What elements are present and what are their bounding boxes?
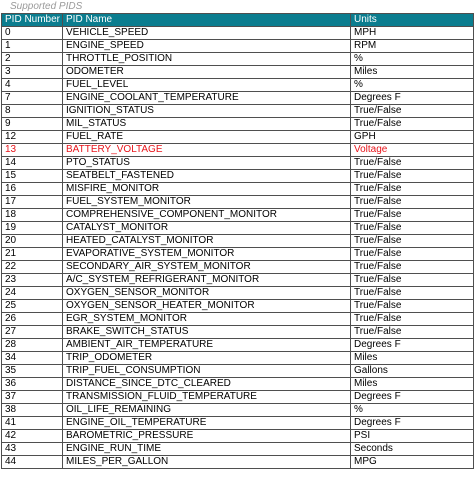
table-caption: Supported PIDS (10, 1, 83, 12)
units-cell: Degrees F (351, 391, 474, 404)
table-row (2, 378, 474, 391)
pid-name-cell: OIL_LIFE_REMAINING (63, 404, 351, 417)
pid-name-cell: SEATBELT_FASTENED (63, 170, 351, 183)
pid-name-cell: ENGINE_OIL_TEMPERATURE (63, 417, 351, 430)
pid-number-cell: 13 (2, 144, 63, 157)
table-row (2, 79, 474, 92)
table-row (2, 92, 474, 105)
pid-name-cell: A/C_SYSTEM_REFRIGERANT_MONITOR (63, 274, 351, 287)
units-cell: RPM (351, 40, 474, 53)
pid-number-cell: 4 (2, 79, 63, 92)
pid-number-cell: 15 (2, 170, 63, 183)
pid-name-cell: FUEL_SYSTEM_MONITOR (63, 196, 351, 209)
table-row (2, 261, 474, 274)
pid-name-cell: THROTTLE_POSITION (63, 53, 351, 66)
table-row (2, 105, 474, 118)
header-pid-number: PID Number (2, 14, 63, 27)
table-row (2, 365, 474, 378)
pid-number-cell: 38 (2, 404, 63, 417)
table-row (2, 157, 474, 170)
pid-name-cell: MIL_STATUS (63, 118, 351, 131)
pid-name-cell: ENGINE_SPEED (63, 40, 351, 53)
units-cell: True/False (351, 274, 474, 287)
pid-name-cell: AMBIENT_AIR_TEMPERATURE (63, 339, 351, 352)
pid-number-cell: 25 (2, 300, 63, 313)
pid-number-cell: 12 (2, 131, 63, 144)
units-cell: MPH (351, 27, 474, 40)
table-row (2, 430, 474, 443)
pid-number-cell: 20 (2, 235, 63, 248)
pid-number-cell: 2 (2, 53, 63, 66)
table-row (2, 170, 474, 183)
pid-number-cell: 17 (2, 196, 63, 209)
units-cell: MPG (351, 456, 474, 469)
pid-name-cell: CATALYST_MONITOR (63, 222, 351, 235)
pid-number-cell: 21 (2, 248, 63, 261)
pid-number-cell: 28 (2, 339, 63, 352)
units-cell: Seconds (351, 443, 474, 456)
pid-name-cell: HEATED_CATALYST_MONITOR (63, 235, 351, 248)
pid-name-cell: ENGINE_RUN_TIME (63, 443, 351, 456)
pid-number-cell: 42 (2, 430, 63, 443)
pid-number-cell: 16 (2, 183, 63, 196)
table-row (2, 391, 474, 404)
pid-number-cell: 8 (2, 105, 63, 118)
pid-name-cell: PTO_STATUS (63, 157, 351, 170)
units-cell: True/False (351, 105, 474, 118)
pid-name-cell: OXYGEN_SENSOR_HEATER_MONITOR (63, 300, 351, 313)
table-row (2, 196, 474, 209)
pid-name-cell: OXYGEN_SENSOR_MONITOR (63, 287, 351, 300)
units-cell: Gallons (351, 365, 474, 378)
table-row (2, 40, 474, 53)
table-row (2, 339, 474, 352)
units-cell: True/False (351, 196, 474, 209)
pid-name-cell: VEHICLE_SPEED (63, 27, 351, 40)
units-cell: Miles (351, 352, 474, 365)
units-cell: % (351, 79, 474, 92)
table-row (2, 53, 474, 66)
units-cell: Degrees F (351, 92, 474, 105)
units-cell: Degrees F (351, 417, 474, 430)
pid-name-cell: FUEL_LEVEL (63, 79, 351, 92)
pid-name-cell: EGR_SYSTEM_MONITOR (63, 313, 351, 326)
table-row (2, 131, 474, 144)
pid-number-cell: 35 (2, 365, 63, 378)
pid-name-cell: TRIP_FUEL_CONSUMPTION (63, 365, 351, 378)
units-cell: True/False (351, 222, 474, 235)
table-row (2, 209, 474, 222)
table-row (2, 235, 474, 248)
table-row (2, 287, 474, 300)
pid-name-cell: TRANSMISSION_FLUID_TEMPERATURE (63, 391, 351, 404)
pid-number-cell: 43 (2, 443, 63, 456)
units-cell: True/False (351, 300, 474, 313)
units-cell: Voltage (351, 144, 474, 157)
pid-name-cell: IGNITION_STATUS (63, 105, 351, 118)
units-cell: Miles (351, 66, 474, 79)
units-cell: True/False (351, 248, 474, 261)
pid-number-cell: 19 (2, 222, 63, 235)
units-cell: True/False (351, 170, 474, 183)
units-cell: True/False (351, 235, 474, 248)
units-cell: True/False (351, 118, 474, 131)
table-row (2, 222, 474, 235)
pid-name-cell: ODOMETER (63, 66, 351, 79)
units-cell: GPH (351, 131, 474, 144)
units-cell: PSI (351, 430, 474, 443)
pid-number-cell: 0 (2, 27, 63, 40)
pid-number-cell: 26 (2, 313, 63, 326)
units-cell: True/False (351, 326, 474, 339)
pid-name-cell: COMPREHENSIVE_COMPONENT_MONITOR (63, 209, 351, 222)
pid-name-cell: MILES_PER_GALLON (63, 456, 351, 469)
table-row (2, 300, 474, 313)
pid-number-cell: 3 (2, 66, 63, 79)
pid-number-cell: 7 (2, 92, 63, 105)
table-row (2, 248, 474, 261)
table-row (2, 352, 474, 365)
pid-name-cell: BRAKE_SWITCH_STATUS (63, 326, 351, 339)
pid-name-cell: SECONDARY_AIR_SYSTEM_MONITOR (63, 261, 351, 274)
table-row (2, 443, 474, 456)
pid-number-cell: 24 (2, 287, 63, 300)
units-cell: True/False (351, 209, 474, 222)
pid-number-cell: 1 (2, 40, 63, 53)
table-row (2, 456, 474, 469)
pid-name-cell: BATTERY_VOLTAGE (63, 144, 351, 157)
pid-number-cell: 22 (2, 261, 63, 274)
units-cell: True/False (351, 157, 474, 170)
units-cell: True/False (351, 183, 474, 196)
table-header-row (2, 14, 474, 27)
units-cell: % (351, 53, 474, 66)
units-cell: True/False (351, 261, 474, 274)
table-body (2, 27, 474, 469)
pid-number-cell: 41 (2, 417, 63, 430)
units-cell: True/False (351, 287, 474, 300)
header-units: Units (351, 14, 474, 27)
pid-number-cell: 44 (2, 456, 63, 469)
pid-name-cell: ENGINE_COOLANT_TEMPERATURE (63, 92, 351, 105)
units-cell: True/False (351, 313, 474, 326)
table-row (2, 404, 474, 417)
pid-name-cell: EVAPORATIVE_SYSTEM_MONITOR (63, 248, 351, 261)
units-cell: Degrees F (351, 339, 474, 352)
pid-number-cell: 18 (2, 209, 63, 222)
table-row (2, 326, 474, 339)
header-pid-name: PID Name (63, 14, 351, 27)
units-cell: % (351, 404, 474, 417)
pid-number-cell: 27 (2, 326, 63, 339)
pid-number-cell: 23 (2, 274, 63, 287)
table-row (2, 144, 474, 157)
pid-name-cell: BAROMETRIC_PRESSURE (63, 430, 351, 443)
pid-number-cell: 34 (2, 352, 63, 365)
table-row (2, 274, 474, 287)
pid-number-cell: 9 (2, 118, 63, 131)
table-row (2, 183, 474, 196)
pid-number-cell: 37 (2, 391, 63, 404)
table-row (2, 118, 474, 131)
pid-name-cell: FUEL_RATE (63, 131, 351, 144)
pid-number-cell: 36 (2, 378, 63, 391)
table-row (2, 27, 474, 40)
table-row (2, 66, 474, 79)
table-row (2, 417, 474, 430)
pid-name-cell: DISTANCE_SINCE_DTC_CLEARED (63, 378, 351, 391)
supported-pids-table (1, 13, 474, 469)
pid-number-cell: 14 (2, 157, 63, 170)
pid-name-cell: TRIP_ODOMETER (63, 352, 351, 365)
pid-name-cell: MISFIRE_MONITOR (63, 183, 351, 196)
units-cell: Miles (351, 378, 474, 391)
table-row (2, 313, 474, 326)
